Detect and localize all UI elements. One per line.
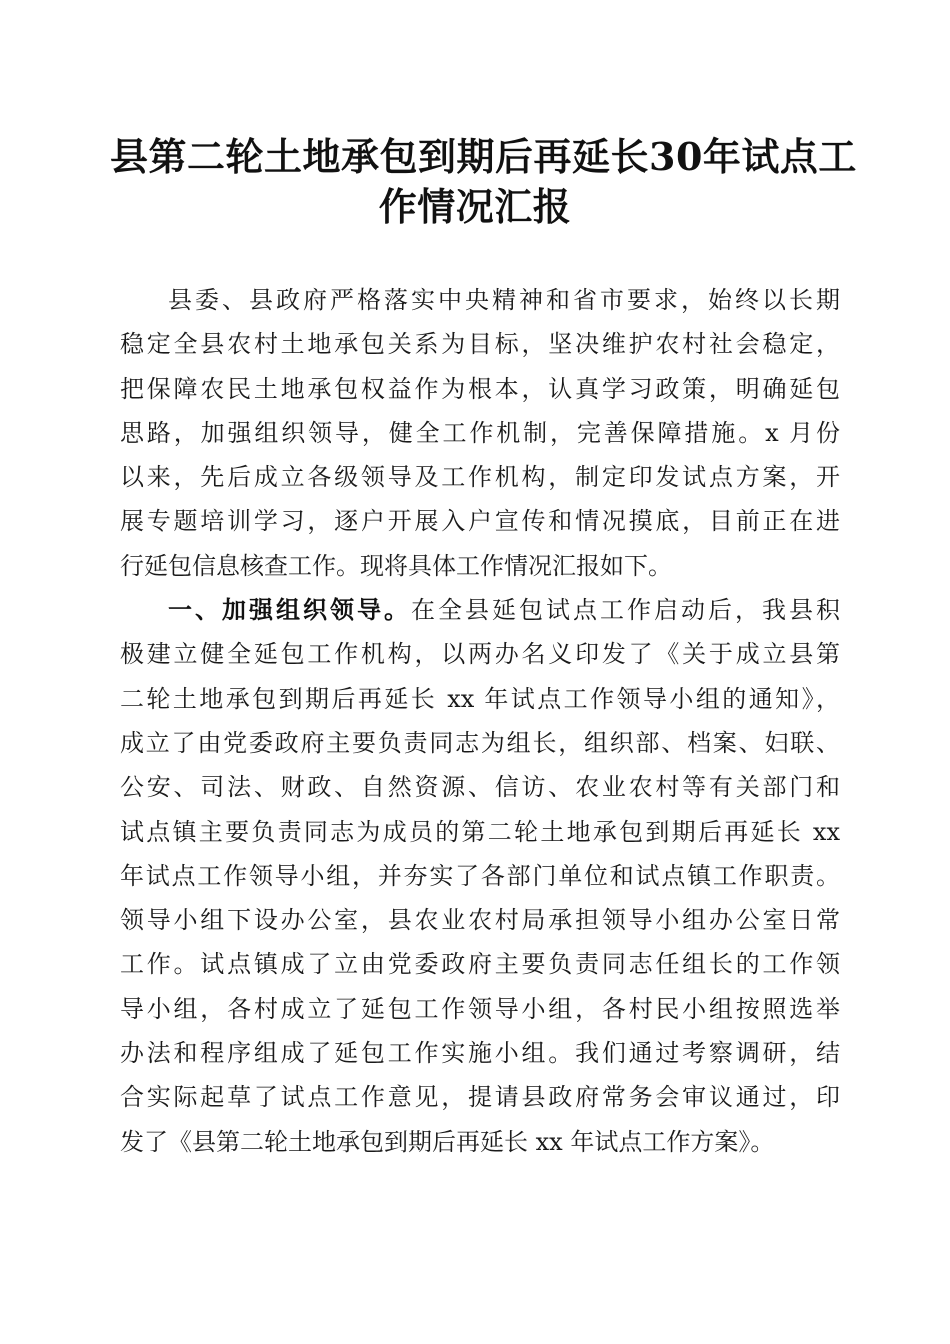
section-1-line: 年试点工作领导小组，并夯实了各部门单位和试点镇工作职责。 <box>120 861 840 890</box>
document-title <box>110 132 857 232</box>
title-line-1: 县第二轮土地承包到期后再延长30年试点工 <box>110 134 857 179</box>
intro-line: 以来，先后成立各级领导及工作机构，制定印发试点方案，开 <box>120 463 840 492</box>
section-1-first-line <box>120 588 840 632</box>
section-1-first-line-text: 在全县延包试点工作启动后，我县积 <box>411 596 840 625</box>
intro-line: 把保障农民土地承包权益作为根本，认真学习政策，明确延包 <box>120 374 840 403</box>
section-1-line: 试点镇主要负责同志为成员的第二轮土地承包到期后再延长 xx <box>120 817 840 846</box>
section-1-line: 极建立健全延包工作机构，以两办名义印发了《关于成立县第 <box>120 640 840 669</box>
section-1-line: 合实际起草了试点工作意见，提请县政府常务会审议通过，印 <box>120 1083 840 1112</box>
section-1-line: 工作。试点镇成了立由党委政府主要负责同志任组长的工作领 <box>120 950 840 979</box>
section-1-line: 二轮土地承包到期后再延长 xx 年试点工作领导小组的通知》， <box>120 684 840 713</box>
intro-line: 展专题培训学习，逐户开展入户宣传和情况摸底，目前正在进 <box>120 507 840 536</box>
intro-line: 稳定全县农村土地承包关系为目标，坚决维护农村社会稳定， <box>120 330 840 359</box>
section-1-line: 导小组，各村成立了延包工作领导小组，各村民小组按照选举 <box>120 994 840 1023</box>
section-1-line: 公安、司法、财政、自然资源、信访、农业农村等有关部门和 <box>120 773 840 802</box>
intro-line: 思路，加强组织领导，健全工作机制，完善保障措施。x 月份 <box>120 418 840 447</box>
section-1-line: 办法和程序组成了延包工作实施小组。我们通过考察调研，结 <box>120 1039 840 1068</box>
intro-line: 县委、县政府严格落实中央精神和省市要求，始终以长期 <box>168 286 840 314</box>
title-line-2: 作情况汇报 <box>378 184 572 229</box>
section-1-heading: 一、加强组织领导。 <box>168 595 411 625</box>
document-body <box>120 278 840 1164</box>
section-1-line: 成立了由党委政府主要负责同志为组长，组织部、档案、妇联、 <box>120 728 840 757</box>
section-1-line: 领导小组下设办公室，县农业农村局承担领导小组办公室日常 <box>120 906 840 935</box>
section-1-line: 发了《县第二轮土地承包到期后再延长 xx 年试点工作方案》。 <box>120 1127 775 1156</box>
intro-line: 行延包信息核查工作。现将具体工作情况汇报如下。 <box>120 551 672 580</box>
